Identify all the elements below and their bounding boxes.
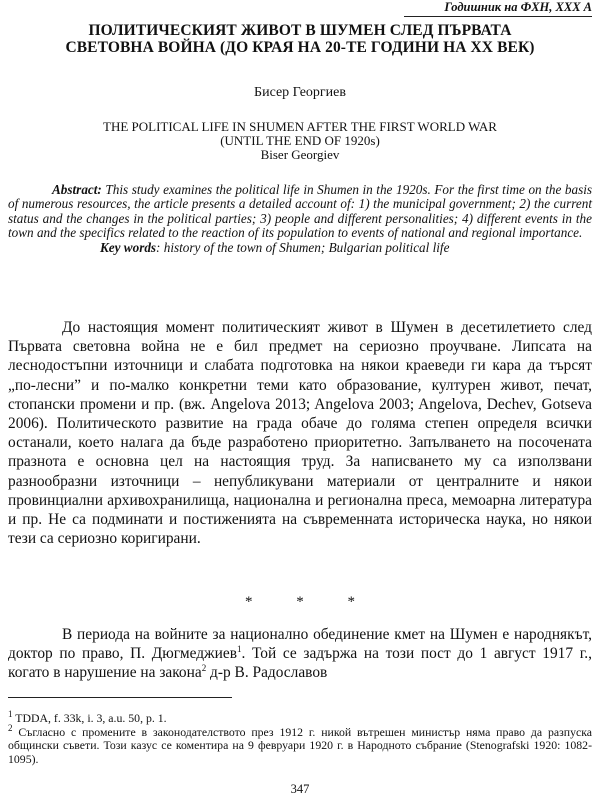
paragraph2-part3: д-р В. Радославов (206, 664, 328, 682)
footnote-1-text: TDDA, f. 33k, i. 3, a.u. 50, p. 1. (12, 711, 167, 725)
body-paragraph-1: До настоящия момент политическият живот в Шумен в десетилетието след Първата световна война не е бил предмет на сериозно проучване. Липсата на леснодостъпни източници и слабата подготовка на някои краеведи ги кара да търсят „по-лесни” и по-малко конкретни теми като образование, културен живот, печат, стопански промени и пр. (вж. Angelova 2013; Angelova 2003; Angelova, Dechev, Gotseva 2006). Политическото развитие на града обаче до голяма степен определя всички останали, което налага да бъде разработено приоритетно. Запълването на посочената празнота е основна цел на настоящия труд. За написването му са използвани разнообразни източници – непубликувани материали от централните и някои провинциални архивохранилища, национална и регионална преса, мемоарна литература и пр. Не са подминати и постиженията на съвременната историческа наука, но някои тези са сериозно коригирани. (8, 319, 592, 548)
keywords-line (8, 241, 592, 255)
title-bg-line-1: ПОЛИТИЧЕСКИЯТ ЖИВОТ В ШУМЕН СЛЕД ПЪРВАТА (88, 22, 512, 39)
footnote-2 (8, 722, 592, 767)
body-section-1 (8, 318, 592, 548)
footnote-1 (8, 709, 592, 726)
paragraph2-part1: В периода на войните за национално обединение кмет на Шумен е народнякът, доктор по право, П. Дюгмеджиев (8, 626, 592, 663)
footnote-2-text: Съгласно с промените в законодателството през 1912 г. никой вътрешен министър няма право да разпуска общински съвети. Този казус се коментира на 9 февруари 1920 г. в Народното събрание (Stenografski 1920: 1082-1095). (8, 724, 592, 766)
body-paragraph-2 (8, 625, 592, 683)
abstract-text: This study examines the political life in Shumen in the 1920s. For the first time on the basis of numerous resources, the article presents a detailed account of: 1) the municipal government; 2) the current status and the changes in the political parties; 3) people and different personalities; 4) different events in the town and the specifics related to the reaction of its population to events of national and regional importance. (8, 182, 592, 241)
title-bg-line-2: СВЕТОВНА ВОЙНА (ДО КРАЯ НА 20-ТЕ ГОДИНИ НА ХХ ВЕК) (65, 39, 535, 56)
title-en-line-1: THE POLITICAL LIFE IN SHUMEN AFTER THE FIRST WORLD WAR (103, 119, 497, 134)
page-number: 347 (290, 782, 310, 796)
keywords-label: Key words (100, 239, 157, 255)
abstract-label: Abstract: (52, 182, 102, 197)
abstract-paragraph (8, 183, 592, 241)
article-title-english (0, 120, 600, 162)
footnote-divider (8, 697, 232, 698)
author-name-bulgarian: Бисер Георгиев (254, 85, 346, 100)
section-separator: * * * (245, 594, 355, 610)
author-name-english: Biser Georgiev (260, 147, 340, 162)
footnote-1-mark: 1 (8, 709, 13, 720)
article-title-bulgarian (0, 22, 600, 56)
body-section-2 (8, 625, 592, 683)
footnote-ref-2[interactable]: 2 (201, 663, 207, 674)
keywords-text: : history of the town of Shumen; Bulgarian political life (156, 239, 450, 255)
title-en-line-2: (UNTIL THE END OF 1920s) (220, 133, 380, 148)
footnotes (8, 709, 592, 766)
abstract-block (8, 183, 592, 255)
running-head: Годишник на ФХН, XXX А (404, 0, 592, 17)
paragraph2-part2: . Той се задържа на този пост до 1 август 1917 г., когато в нарушение на закона (8, 645, 592, 682)
footnote-ref-1[interactable]: 1 (237, 644, 242, 655)
footnote-2-mark: 2 (8, 722, 13, 733)
